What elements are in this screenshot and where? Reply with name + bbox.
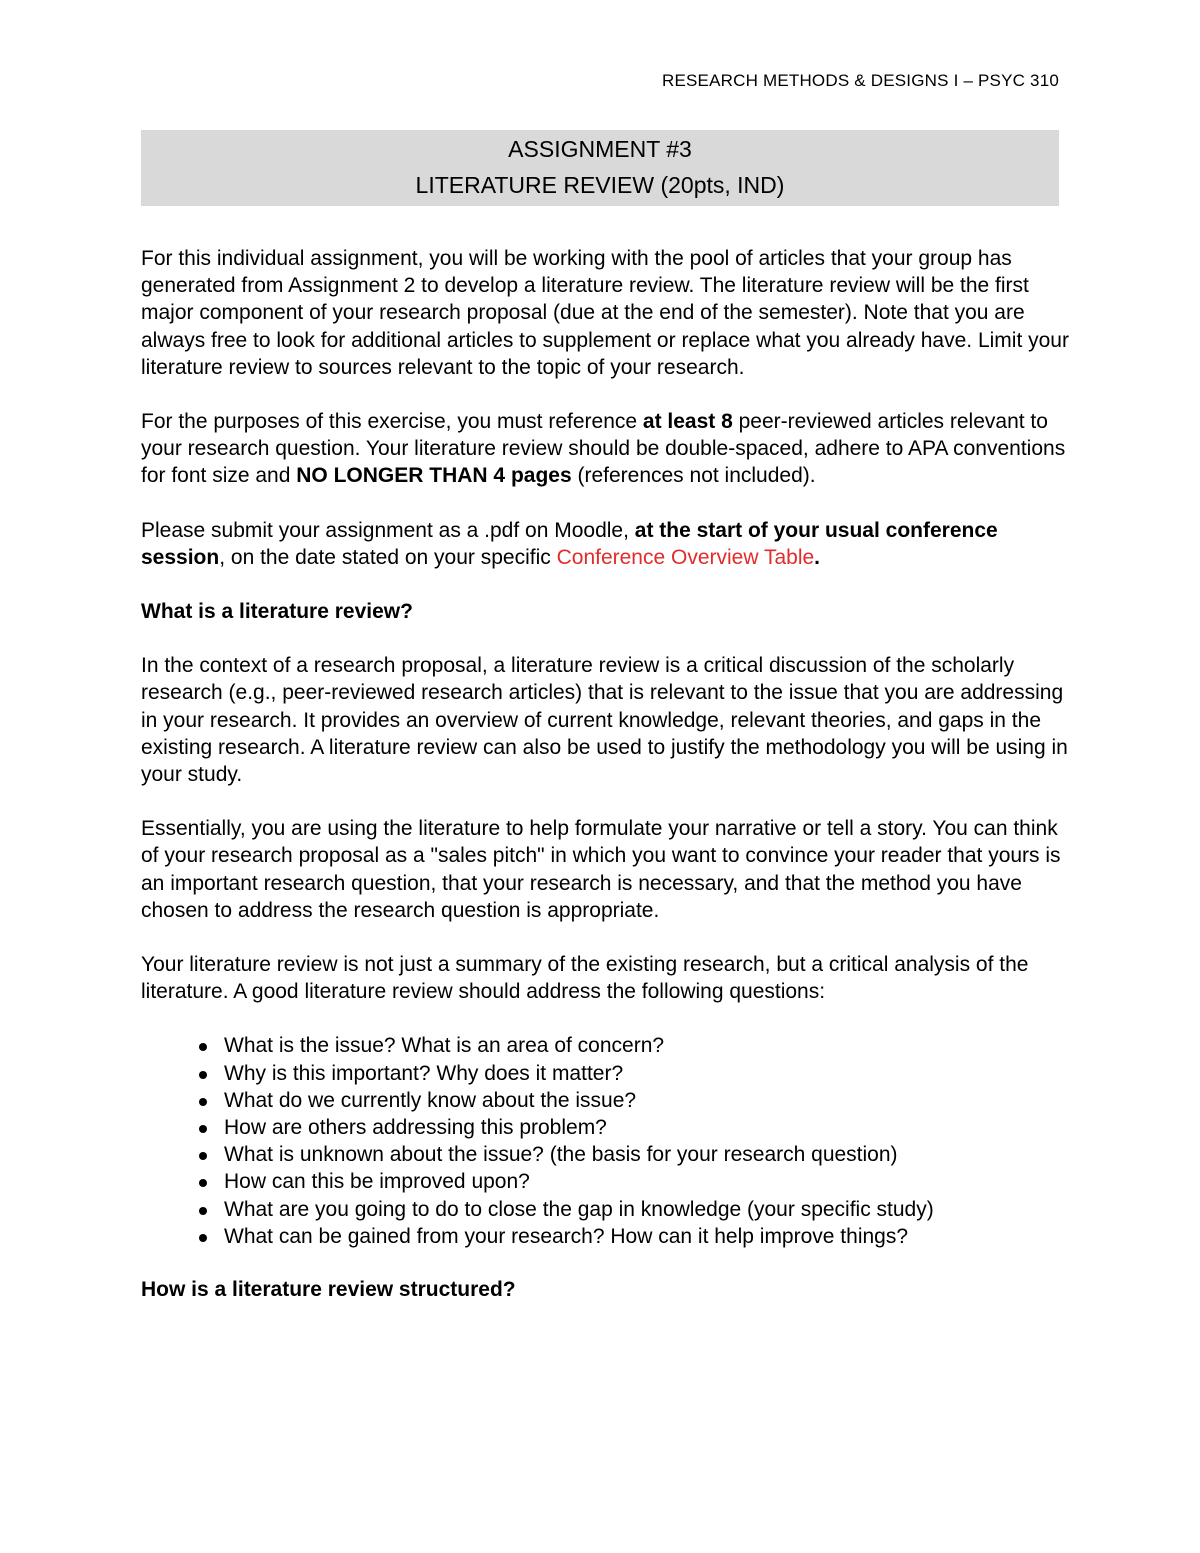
bullet-icon bbox=[199, 1071, 207, 1079]
section-heading-what-is: What is a literature review? bbox=[141, 600, 413, 624]
bullet-icon bbox=[199, 1125, 207, 1133]
list-item: What do we currently know about the issue? bbox=[224, 1087, 1071, 1114]
list-item: Why is this important? Why does it matter? bbox=[224, 1060, 1071, 1087]
title-banner bbox=[141, 130, 1059, 206]
assignment-title: LITERATURE REVIEW (20pts, IND) bbox=[415, 172, 785, 198]
list-item: How can this be improved upon? bbox=[224, 1168, 1071, 1195]
bullet-icon bbox=[199, 1234, 207, 1242]
narrative-paragraph: Essentially, you are using the literature to help formulate your narrative or tell a story. You can think of your research proposal as a "sales pitch" in which you want to convince your reader that yours is an important research question, that your research is necessary, and that the method you have chosen to address the research question is appropriate. bbox=[141, 817, 1061, 922]
list-item: How are others addressing this problem? bbox=[224, 1114, 1071, 1141]
document-body bbox=[141, 245, 1071, 1330]
bullet-icon bbox=[199, 1207, 207, 1215]
bullet-icon bbox=[199, 1043, 207, 1051]
min-articles-emphasis: at least 8 bbox=[642, 410, 733, 434]
submission-time-emphasis: at the start of your usual conference session bbox=[141, 518, 998, 569]
guiding-questions-list bbox=[141, 1032, 1071, 1250]
list-item: What are you going to do to close the gap in knowledge (your specific study) bbox=[224, 1196, 1071, 1223]
bullet-icon bbox=[199, 1152, 207, 1160]
requirements-paragraph: For the purposes of this exercise, you must reference at least 8 peer-reviewed articles relevant to your research question. Your literature review should be double-spaced, adhere to APA conventions for font size and NO LONGER THAN 4 pages (references not included). bbox=[141, 410, 1066, 488]
list-item: What is unknown about the issue? (the basis for your research question) bbox=[224, 1141, 1071, 1168]
assignment-number: ASSIGNMENT #3 bbox=[508, 136, 692, 162]
section-heading-structure: How is a literature review structured? bbox=[141, 1278, 516, 1302]
submission-paragraph: Please submit your assignment as a .pdf on Moodle, at the start of your usual conference session, on the date stated on your specific Conference Overview Table. bbox=[141, 518, 998, 569]
running-header: RESEARCH METHODS & DESIGNS I – PSYC 310 bbox=[661, 71, 1059, 90]
bullet-icon bbox=[199, 1179, 207, 1187]
conference-overview-link[interactable]: Conference Overview Table bbox=[556, 545, 815, 569]
list-item: What can be gained from your research? How can it help improve things? bbox=[224, 1223, 1071, 1250]
definition-paragraph: In the context of a research proposal, a literature review is a critical discussion of the scholarly research (e.g., peer-reviewed research articles) that is relevant to the issue that you are addressing in your research. It provides an overview of current knowledge, relevant theories, and gaps in the existing research. A literature review can also be used to justify the methodology you will be using in your study. bbox=[141, 654, 1068, 787]
bullet-icon bbox=[199, 1098, 207, 1106]
list-item: What is the issue? What is an area of concern? bbox=[224, 1032, 1071, 1059]
intro-paragraph: For this individual assignment, you will be working with the pool of articles that your group has generated from Assignment 2 to develop a literature review. The literature review will be the first major component of your research proposal (due at the end of the semester). Note that you are always free to look for additional articles to supplement or replace what you already have. Limit your literature review to sources relevant to the topic of your research. bbox=[141, 247, 1069, 379]
page-limit-emphasis: NO LONGER THAN 4 pages bbox=[296, 464, 572, 488]
analysis-paragraph: Your literature review is not just a summary of the existing research, but a critical analysis of the literature. A good literature review should address the following questions: bbox=[141, 953, 1029, 1004]
